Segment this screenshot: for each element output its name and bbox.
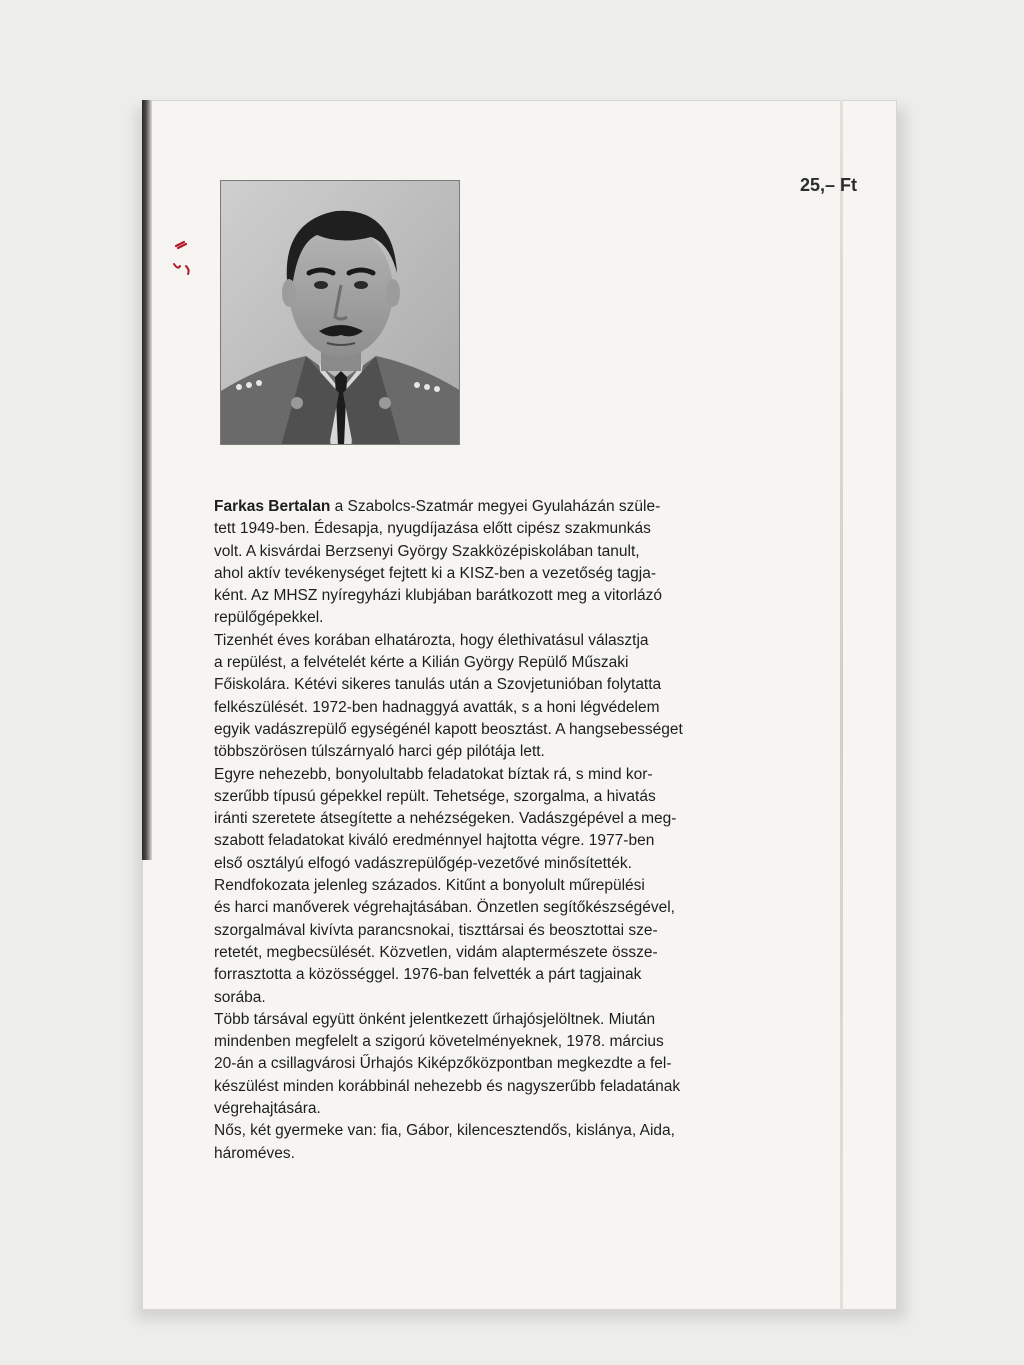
bio-line: ahol aktív tevékenységet fejtett ki a KISZ-ben a vezetőség tagja- bbox=[214, 564, 656, 582]
cover-spine-edge bbox=[142, 100, 152, 860]
bio-line: egyik vadászrepülő egységénél kapott beosztást. A hangsebességet bbox=[214, 720, 683, 738]
bio-line: és harci manőverek végrehajtásában. Önzetlen segítőkészségével, bbox=[214, 899, 675, 917]
bio-line: 20-án a csillagvárosi Űrhajós Kiképzőközpontban megkezdte a fel- bbox=[214, 1055, 672, 1073]
bio-line: szerűbb típusú gépekkel repült. Tehetsége, szorgalma, a hivatás bbox=[214, 787, 656, 805]
author-biography bbox=[214, 496, 794, 1165]
bio-line: első osztályú elfogó vadászrepülőgép-vezetővé minősítették. bbox=[214, 854, 632, 872]
bio-line: ként. Az MHSZ nyíregyházi klubjában barátkozott meg a vitorlázó bbox=[214, 587, 662, 605]
bio-line: mindenben megfelelt a szigorú követelményeknek, 1978. március bbox=[214, 1033, 664, 1051]
bio-line: sorába. bbox=[214, 988, 266, 1006]
bio-line: többszörösen túlszárnyaló harci gép pilótája lett. bbox=[214, 743, 545, 761]
bio-line bbox=[214, 496, 794, 518]
bio-line: Tizenhét éves korában elhatározta, hogy élethivatásul választja bbox=[214, 631, 649, 649]
bio-line: felkészülését. 1972-ben hadnaggyá avatták, s a honi légvédelem bbox=[214, 698, 660, 716]
bio-line: hároméves. bbox=[214, 1144, 295, 1162]
author-portrait-photo bbox=[220, 180, 460, 445]
red-ink-mark bbox=[168, 240, 198, 280]
bio-line: Nős, két gyermeke van: fia, Gábor, kilencesztendős, kislánya, Aida, bbox=[214, 1122, 675, 1140]
bio-line: repülőgépekkel. bbox=[214, 609, 324, 627]
bio-line: szabott feladatokat kiváló eredménnyel hajtotta végre. 1977-ben bbox=[214, 832, 655, 850]
bio-line: tett 1949-ben. Édesapja, nyugdíjazása előtt cipész szakmunkás bbox=[214, 520, 651, 538]
price-label: 25,– Ft bbox=[800, 175, 858, 195]
bio-line: a repülést, a felvételét kérte a Kilián György Repülő Műszaki bbox=[214, 654, 629, 672]
bio-line: végrehajtására. bbox=[214, 1100, 321, 1118]
bio-line: iránti szeretete átsegítette a nehézségeken. Vadászgépével a meg- bbox=[214, 810, 677, 828]
bio-line: volt. A kisvárdai Berzsenyi György Szakközépiskolában tanult, bbox=[214, 542, 640, 560]
bio-line: forrasztotta a közösséggel. 1976-ban felvették a párt tagjainak bbox=[214, 966, 642, 984]
author-name: Farkas Bertalan bbox=[214, 498, 331, 515]
bio-line: készülést minden korábbinál nehezebb és nagyszerűbb feladatának bbox=[214, 1077, 681, 1095]
bio-line: retetét, megbecsülését. Közvetlen, vidám alaptermészete össze- bbox=[214, 943, 658, 961]
cover-fold-line bbox=[840, 100, 843, 1310]
bio-line: szorgalmával kivívta parancsnokai, tiszttársai és beosztottai sze- bbox=[214, 921, 658, 939]
bio-line: Több társával együtt önként jelentkezett űrhajósjelöltnek. Miután bbox=[214, 1010, 656, 1028]
bio-line: Rendfokozata jelenleg százados. Kitűnt a bonyolult műrepülési bbox=[214, 877, 645, 895]
bio-line: Főiskolára. Kétévi sikeres tanulás után a Szovjetunióban folytatta bbox=[214, 676, 662, 694]
portrait-photo bbox=[221, 181, 460, 445]
bio-line-text: a Szabolcs-Szatmár megyei Gyulaházán szüle- bbox=[330, 498, 661, 515]
bio-line: Egyre nehezebb, bonyolultabb feladatokat bíztak rá, s mind kor- bbox=[214, 765, 653, 783]
